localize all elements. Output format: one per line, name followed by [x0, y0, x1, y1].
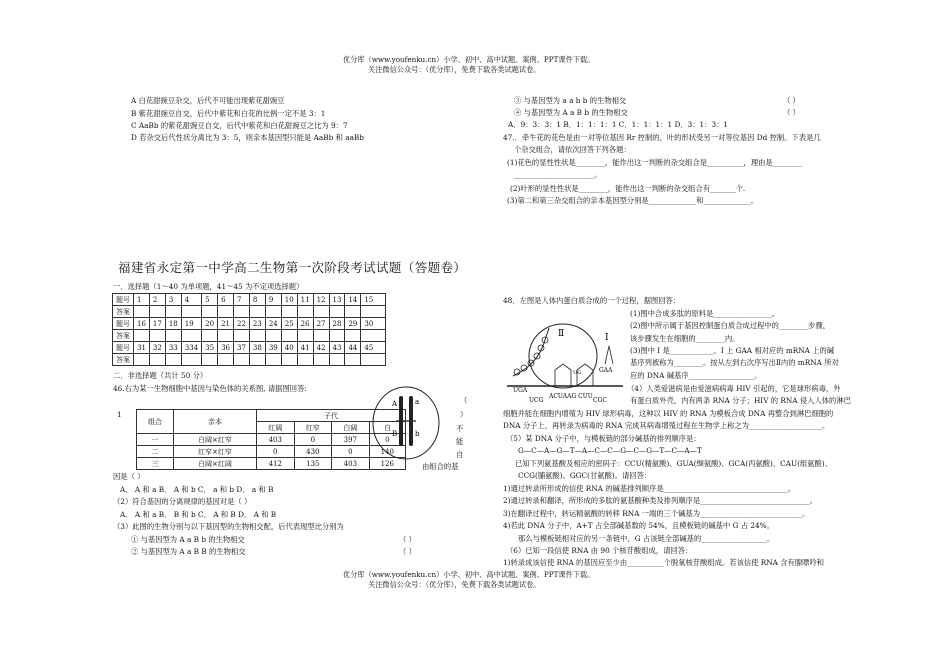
q-num: 29: [345, 318, 361, 330]
answer-cell[interactable]: [134, 354, 150, 366]
header-line-1: 优分库（www.youfenku.cn）小学、初中、高中试题、案例、PPT课件下载。: [343, 55, 595, 64]
gene-cell: 403: [257, 434, 295, 446]
answer-cell[interactable]: [149, 354, 165, 366]
answer-cell[interactable]: [181, 354, 201, 366]
q-num: 38: [249, 342, 265, 354]
q-num: 1: [134, 294, 150, 306]
q48-line-5: 基序列被称为________。按从左到右次序写出Ⅱ内的 mRNA 所对: [630, 358, 839, 367]
q-num: 10: [281, 294, 297, 306]
q-num: 23: [249, 318, 265, 330]
q-num: 40: [281, 342, 297, 354]
q-num: 17: [149, 318, 165, 330]
q-num: 9: [265, 294, 281, 306]
answer-cell[interactable]: [361, 306, 386, 318]
side-paren: （: [460, 396, 468, 405]
q48-line-21: 1)转录成该信使 RNA 的基因应至少由__________个脱氧核苷酸组成。若该信使 RNA 含有腺嘌呤和: [503, 558, 825, 567]
q-num: 3: [165, 294, 181, 306]
q46-opts2: A． A 和 a B． B 和 b C． A 和 B D． A 和 B: [120, 510, 277, 519]
answer-cell[interactable]: [281, 330, 297, 342]
label-ucg: UCG: [529, 397, 544, 404]
trna-left: [555, 364, 571, 386]
side-close: ）: [460, 410, 468, 419]
page-title: 福建省永定第一中学高二生物第一次阶段考试试题（答题卷）: [118, 260, 467, 275]
gene-cell: 白阔×红窄: [174, 434, 257, 446]
gene-cell: 140: [369, 446, 405, 458]
answer-cell[interactable]: [149, 306, 165, 318]
q-num: 28: [329, 318, 345, 330]
answer-cell[interactable]: [297, 330, 313, 342]
answer-table: [112, 293, 386, 366]
q-num: 31: [134, 342, 150, 354]
q46-stem: 46.右为某一生物细胞中基因与染色体的关系图, 请据图回答:: [113, 384, 307, 393]
gene-cell: 0: [332, 446, 370, 458]
gene-sub-header: 红窄: [294, 422, 332, 434]
q-num: 33: [165, 342, 181, 354]
label-I: Ⅰ: [605, 333, 609, 343]
answer-table-row-q1: [113, 294, 386, 306]
label-cgc: CGC: [593, 397, 607, 404]
q48-line-10: DNA 分子上，再转录为病毒的 RNA 完成其病毒增殖过程在生物学上称之为____________________。: [503, 421, 830, 430]
section-1-heading: 一．选择题（1～40 为单项题，41～45 为不定项选择题）: [113, 282, 304, 291]
answer-cell[interactable]: [134, 330, 150, 342]
option-b: B 紫花甜豌豆自交，后代中紫花和白花的比例一定不是 3：1: [131, 109, 326, 118]
gene-sub-header: 白: [369, 422, 405, 434]
q-num: 26: [297, 318, 313, 330]
answer-cell[interactable]: [329, 354, 345, 366]
q-num: 15: [361, 294, 386, 306]
row-label: 答案: [113, 306, 134, 318]
answer-cell[interactable]: [218, 354, 234, 366]
q-num: 43: [329, 342, 345, 354]
answer-cell[interactable]: [249, 306, 265, 318]
answer-cell[interactable]: [233, 306, 249, 318]
answer-cell[interactable]: [233, 354, 249, 366]
footer-line-2: 关注微信公众号：（优分库），免费下载各类试题试卷。: [368, 580, 541, 589]
q48-line-3: 该步骤发生在细胞的________内。: [630, 334, 740, 343]
answer-cell[interactable]: [329, 306, 345, 318]
side-text: 自: [456, 450, 464, 459]
q46-num: 1: [117, 410, 122, 419]
q47-line-4: ______________________。: [514, 170, 602, 179]
trna-incoming: [605, 346, 613, 364]
option-a: A 白花甜豌豆杂交，后代不可能出现紫花甜豌豆: [131, 96, 285, 105]
q-num: 5: [202, 294, 218, 306]
q-num: 11: [297, 294, 313, 306]
q-num: 7: [233, 294, 249, 306]
tr-q3: ③ 与基因型为 a a b b 的生物相交: [514, 96, 627, 105]
answer-cell[interactable]: [361, 354, 386, 366]
q-num: 37: [233, 342, 249, 354]
answer-cell[interactable]: [202, 330, 218, 342]
answer-cell[interactable]: [265, 330, 281, 342]
tr-q4: ④ 与基因型为 A a B b 的生物相交: [514, 108, 628, 117]
answer-cell[interactable]: [345, 354, 361, 366]
q48-stem: 48．左图是人体内蛋白质合成的一个过程，据图回答：: [503, 296, 681, 305]
q-num: 18: [165, 318, 181, 330]
answer-cell[interactable]: [149, 330, 165, 342]
answer-cell[interactable]: [165, 306, 181, 318]
answer-cell[interactable]: [202, 306, 218, 318]
answer-cell[interactable]: [345, 306, 361, 318]
q48-line-9: 细胞并能在细胞内增殖为 HIV 球形病毒，这种以 HIV 的 RNA 为模板合成 DNA 再整合到淋巴细胞的: [503, 409, 834, 418]
answer-cell[interactable]: [165, 330, 181, 342]
q48-line-4: (3)图中 Ⅰ 是____________。Ⅰ 上 GAA 相对应的 mRNA 上的碱: [630, 346, 835, 355]
answer-cell[interactable]: [361, 330, 386, 342]
cell-outline: [373, 387, 439, 459]
gene-label-a-lower: a: [415, 398, 420, 406]
gene-cell: 一: [137, 434, 174, 446]
q46-q3-1-paren: （ ）: [399, 535, 416, 544]
q48-line-11: （5）某 DNA 分子中，与模板链的部分碱基的排列顺序是：: [506, 434, 701, 443]
cell-chromosome-diagram: [366, 384, 446, 464]
q48-line-14: CCG(脯氨酸)、GGC(甘氨酸)。请回答：: [518, 471, 652, 480]
q48-line-13: 已知下列氨基酸及相应的密码子：CCU(精氨酸)、GUA(缬氨酸)、GCA(丙氨酸)、CAU(组氨酸)、: [515, 459, 832, 468]
side-text: 不: [456, 424, 464, 433]
answer-cell[interactable]: [313, 330, 329, 342]
q-num: 36: [218, 342, 234, 354]
q-num: 6: [218, 294, 234, 306]
q-num: 27: [313, 318, 329, 330]
q-num: 41: [297, 342, 313, 354]
q-num: 19: [181, 318, 201, 330]
q-num: 13: [329, 294, 345, 306]
label-ug: UG: [573, 370, 582, 376]
gene-cell: 412: [257, 458, 295, 470]
q-num: 4: [181, 294, 201, 306]
answer-cell[interactable]: [181, 306, 201, 318]
label-II: Ⅱ: [558, 329, 565, 339]
peptide-chain: [513, 328, 549, 376]
answer-cell[interactable]: [165, 354, 181, 366]
gene-header-combo: 组合: [137, 410, 174, 434]
q46-q3-2: ② 与基因型为 A a B B 的生物相交: [131, 547, 246, 556]
label-acuaag: ACUAAG CUU: [549, 393, 593, 400]
gene-label-b-upper: B: [392, 430, 398, 438]
q-num: 45: [361, 342, 386, 354]
answer-cell[interactable]: [134, 306, 150, 318]
q48-line-8: 有蛋白质外壳，内有两条 RNA 分子；HIV 的 RNA 侵入人体的淋巴: [630, 396, 851, 405]
tr-q4-paren: （ ）: [783, 108, 800, 117]
gene-label-b-lower: b: [415, 430, 420, 438]
q-num: 12: [313, 294, 329, 306]
row-label: 题号: [113, 294, 134, 306]
answer-table-row-q3: [113, 342, 386, 354]
q46-q2: （2）符合基因的分离规律的基因对是（ ）: [113, 497, 252, 506]
q46-q3-1: ① 与基因型为 A a B b 的生物相交: [131, 535, 245, 544]
answer-cell[interactable]: [265, 354, 281, 366]
q46-cause: 因是（ ）: [113, 472, 145, 481]
q47-line-1: 47.．牵牛花的花色是由一对等位基因 Rr 控制的，叶的形状受另一对等位基因 Dd 控制。下表是几: [503, 133, 821, 142]
tr-options: A．9：3：3：1 B．1：1：1：1 C．1：1：1：1 D．3：1：3：1: [508, 120, 729, 129]
q48-line-18: 4)若此 DNA 分子中，A+T 占全部碱基数的 54%，且模板链的碱基中 G 占 24%。: [503, 521, 774, 530]
q-num: 20: [202, 318, 218, 330]
row-label: 答案: [113, 330, 134, 342]
gene-cell: 397: [332, 434, 370, 446]
gene-cell: 0: [294, 434, 332, 446]
translation-figure: [505, 306, 625, 416]
q48-line-15: 1)通过转录所形成的信使 RNA 的碱基排列顺序是__________________________________。: [503, 484, 795, 493]
answer-cell[interactable]: [313, 354, 329, 366]
answer-cell[interactable]: [249, 354, 265, 366]
gene-header-parent: 亲本: [174, 410, 257, 434]
gene-label-a-upper: A: [392, 400, 398, 408]
q48-line-12: G—C—A—G—T—A—C—C—G—C—G—T—C—A—T: [518, 446, 702, 455]
q-num: 8: [249, 294, 265, 306]
answer-cell[interactable]: [218, 330, 234, 342]
answer-cell[interactable]: [281, 354, 297, 366]
answer-table-row-a2: [113, 330, 386, 342]
q48-line-16: 2)通过转录和翻译，所形成的多肽的氨基酸种类及排列顺序是______________________________。: [503, 496, 817, 505]
q-num: 32: [149, 342, 165, 354]
q-num: 21: [218, 318, 234, 330]
answer-cell[interactable]: [329, 330, 345, 342]
q47-line-5: (2)叶形的显性性状是________，能作出这一判断的杂交组合有_______个.: [510, 184, 746, 193]
answer-cell[interactable]: [265, 306, 281, 318]
option-d: D 若杂交后代性状分离比为 3：5，则亲本基因型只能是 AaBb 和 aaBb: [131, 133, 364, 142]
q48-line-17: 3)在翻译过程中，转运精氨酸的转移 RNA 一端的三个碱基为____________________________。: [503, 509, 810, 518]
q46-opts1: A． A 和 a B． A 和 b C． a 和 b D． a 和 B: [120, 485, 274, 494]
q-num: 24: [265, 318, 281, 330]
q47-line-6: (3)第二和第三杂交组合的亲本基因型分别是_____________和_____________。: [507, 196, 759, 205]
q47-line-2: 个杂交组合，请依次回答下列各题：: [514, 145, 631, 154]
row-label: 答案: [113, 354, 134, 366]
gene-cell: 白阔×红阔: [174, 458, 257, 470]
row-label: 题号: [113, 318, 134, 330]
gene-cell: 135: [294, 458, 332, 470]
answer-table-row-q2: [113, 318, 386, 330]
q-num: 42: [313, 342, 329, 354]
q-num: 334: [181, 342, 201, 354]
label-uga: UGA: [513, 387, 528, 394]
side-line: 由组合的基: [422, 462, 459, 471]
gene-cell: 二: [137, 446, 174, 458]
q48-line-6: 应的 DNA 碱基序__________________。: [630, 371, 762, 380]
answer-cell[interactable]: [281, 306, 297, 318]
header-line-2: 关注微信公众号：（优分库），免费下载各类试题试卷。: [368, 65, 541, 74]
answer-cell[interactable]: [249, 330, 265, 342]
gene-cell: 430: [294, 446, 332, 458]
amino-acid: [528, 360, 534, 366]
q48-line-7: （4）人类爱滋病是由爱滋病病毒 HIV 引起的，它是球形病毒，外: [627, 384, 841, 393]
answer-cell[interactable]: [218, 306, 234, 318]
side-text: 能: [456, 437, 464, 446]
answer-cell[interactable]: [233, 330, 249, 342]
q48-line-1: (1)图中合成多肽的原料是________________。: [630, 309, 779, 318]
q-num: 2: [149, 294, 165, 306]
gene-sub-header: 红阔: [257, 422, 295, 434]
gene-cell: 三: [137, 458, 174, 470]
gene-cell: 126: [369, 458, 405, 470]
q47-line-3: (1)花色的显性性状是________，能作出这一判断的杂交组合是__________，理由是________: [507, 158, 802, 167]
answer-cell[interactable]: [345, 330, 361, 342]
label-gaa: GAA: [599, 367, 613, 374]
gene-header-offspring: 子代: [257, 410, 406, 422]
gene-cell: 0: [369, 434, 405, 446]
q-num: 35: [202, 342, 218, 354]
q48-line-20: （6）已知一段信使 RNA 由 90 个核苷酸组成，请回答：: [506, 546, 693, 555]
row-label: 题号: [113, 342, 134, 354]
q-num: 25: [281, 318, 297, 330]
section-2-heading: 二．非选择题（共计 50 分）: [113, 371, 208, 380]
gene-cell: 红窄×红窄: [174, 446, 257, 458]
tr-q3-paren: （ ）: [783, 96, 800, 105]
answer-cell[interactable]: [313, 306, 329, 318]
answer-table-row-a3: [113, 354, 386, 366]
answer-cell[interactable]: [202, 354, 218, 366]
q-num: 22: [233, 318, 249, 330]
answer-cell[interactable]: [297, 306, 313, 318]
q-num: 44: [345, 342, 361, 354]
q48-line-2: (2)图中所示属于基因控制蛋白质合成过程中的________步骤，: [630, 321, 831, 330]
answer-table-row-a1: [113, 306, 386, 318]
gene-cell: 0: [257, 446, 295, 458]
answer-cell[interactable]: [297, 354, 313, 366]
q-num: 39: [265, 342, 281, 354]
q48-line-19: 那么与模板链相对应的另一条链中，G 占该链全部碱基的__________________。: [518, 534, 775, 543]
q46-q3-2-paren: （ ）: [399, 547, 416, 556]
gene-sub-header: 白阔: [332, 422, 370, 434]
q46-q3: （3）此图的生物分别与以下基因型的生物相交配，后代表现型比分别为: [113, 522, 344, 531]
option-c: C AaBb 的紫花甜豌豆自交，后代中紫花和白花甜豌豆之比为 9：7: [131, 121, 348, 130]
footer-line-1: 优分库（www.youfenku.cn）小学、初中、高中试题、案例、PPT课件下载。: [343, 570, 595, 579]
q-num: 16: [134, 318, 150, 330]
answer-cell[interactable]: [181, 330, 201, 342]
q-num: 30: [361, 318, 386, 330]
q-num: 14: [345, 294, 361, 306]
gene-cell: 403: [332, 458, 370, 470]
